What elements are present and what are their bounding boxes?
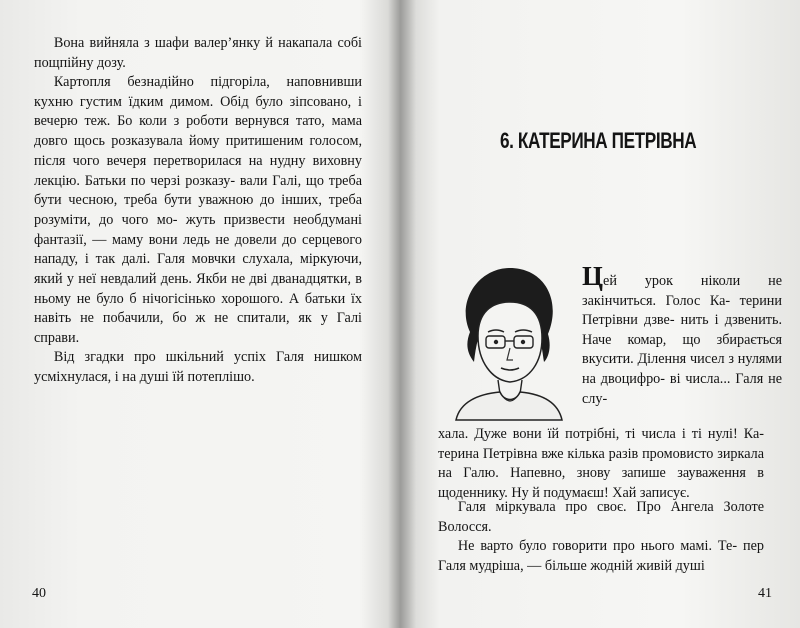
left-paragraph-2: Картопля безнадійно підгоріла, наповнивши кухню густим їдким димом. Обід було зіпсовано, і вечерю теж. Бо коли з роботи вернувся тато, мама довго щось розказувала йому притишеним голосом, після чого вечеря перетворилася на нудну виховну лекцію. Батьки по черзі розказу- вали Галі, що треба бути чесною, треба бути уважною до інших, треба розуміти, до чого мо- жуть призвести необдумані фантазії, — маму вони ледь не довели до серцевого нападу, і так далі. Галя мовчки слухала, міркуючи, який у неї невдалий день. Якби не дві дванадцятки, в ньому не було б нічогісінько хорошого. А батьки їх навіть не побачили, бо ж не спитали, як у Галі справи. — [34, 74, 362, 347]
chapter-title: 6. КАТЕРИНА ПЕТРІВНА — [500, 128, 697, 153]
page-number-right: 41 — [758, 586, 772, 601]
teacher-portrait-illustration — [448, 262, 566, 422]
drop-cap: Ц — [582, 261, 604, 291]
opening-wrap-text: ей урок ніколи не закінчиться. Голос Ка- терини Петрівни дзве- нить і дзвенить. Наче комар, що збирається вкусити. Ділення чисел з нулями на двоцифро- ві числа... Галя не слу- — [582, 273, 782, 407]
right-paragraph-3: Не варто було говорити про нього мамі. Те- пер Галя мудріша, — більше жодній живій душі — [438, 538, 764, 574]
opening-paragraph-continued: хала. Дуже вони їй потрібні, ті числа і ті нулі! Ка- терина Петрівна вже кілька разів промовисто зиркала на Галю. Напевно, знову запише зауваження в щоденнику. Ну й подумаєш! Хай записує. — [438, 426, 764, 501]
opening-paragraph-wrapped — [582, 261, 782, 409]
right-paragraph-2: Галя міркувала про своє. Про Ангела Золоте Волосся. — [438, 499, 764, 535]
left-paragraph-3: Від згадки про шкільний успіх Галя нишком усміхнулася, і на душі їй потеплішо. — [34, 349, 362, 385]
right-page — [400, 0, 800, 628]
left-paragraph-1: Вона вийняла з шафи валер’янку й накапала собі пощпійну дозу. — [34, 35, 362, 71]
page-number-left: 40 — [32, 586, 46, 601]
